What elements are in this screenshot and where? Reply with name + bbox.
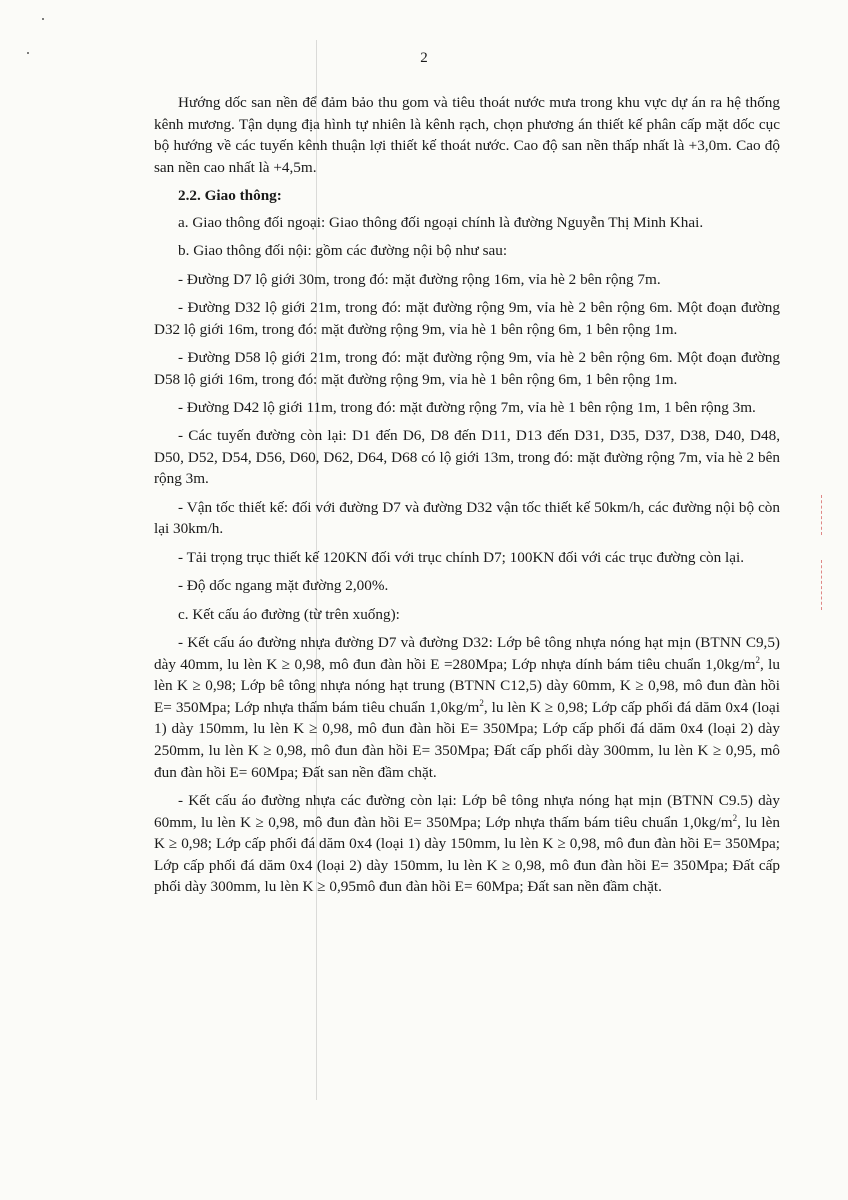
paragraph-pavement-heading: c. Kết cấu áo đường (từ trên xuống): xyxy=(178,605,400,623)
paragraph-cross-slope: - Độ dốc ngang mặt đường 2,00%. xyxy=(178,577,389,595)
stamp-edge-mark xyxy=(821,560,848,610)
paragraph-other-roads: - Các tuyến đường còn lại: D1 đến D6, D8 đến D11, D13 đến D31, D35, D37, D38, D40, D48, D50, D52, D54, D56, D60, D62, D64, D68 có lộ giới 13m, trong đó: mặt đường rộng 7m, vỉa hè 2 bên rộng 3m. xyxy=(154,427,780,488)
stamp-edge-mark xyxy=(821,495,848,535)
paragraph-pavement-d7-d32: - Kết cấu áo đường nhựa đường D7 và đường D32: Lớp bê tông nhựa nóng hạt mịn (BTNN C9,5) dày 40mm, lu lèn K ≥ 0,98, mô đun đàn hồi E =280Mpa; Lớp nhựa dính bám tiêu chuẩn $1,0kg/m^2$, lu lèn K ≥ 0,98; Lớp bê tông nhựa nóng hạt trung (BTNN C12,5) dày 60mm, K ≥ 0,98, mô đun đàn hồi E= 350Mpa; Lớp nhựa thấm bám tiêu chuẩn $1,0kg/m^2$, lu lèn K ≥ 0,98; Lớp cấp phối đá dăm 0x4 (loại 1) dày 150mm, lu lèn K ≥ 0,98, mô đun đàn hồi E= 350Mpa; Lớp cấp phối đá dăm 0x4 (loại 2) dày 250mm, lu lèn K ≥ 0,98, mô đun đàn hồi E= 350Mpa; Đất cấp phối dày 300mm, lu lèn K ≥ 0,95, mô đun đàn hồi E= 60Mpa; Đất san nền đầm chặt. xyxy=(154,634,780,781)
paragraph-drainage: Hướng dốc san nền để đảm bảo thu gom và tiêu thoát nước mưa trong khu vực dự án ra hệ thống kênh mương. Tận dụng địa hình tự nhiên là kênh rạch, chọn phương án thiết kế phân cấp mặt dốc cục bộ hướng về các tuyến kênh thuận lợi thiết kế thoát nước. Cao độ san nền thấp nhất là +3,0m. Cao độ san nền cao nhất là +4,5m. xyxy=(154,94,780,176)
paragraph-road-d58: - Đường D58 lộ giới 21m, trong đó: mặt đường rộng 9m, vỉa hè 2 bên rộng 6m. Một đoạn đường D58 lộ giới 16m, trong đó: mặt đường rộng 9m, vỉa hè 1 bên rộng 6m, 1 bên rộng 1m. xyxy=(154,348,780,388)
paragraph-road-d7: - Đường D7 lộ giới 30m, trong đó: mặt đường rộng 16m, vỉa hè 2 bên rộng 7m. xyxy=(178,270,661,288)
paragraph-road-d42: - Đường D42 lộ giới 11m, trong đó: mặt đường rộng 7m, vỉa hè 1 bên rộng 1m, 1 bên rộng 3m. xyxy=(178,398,756,416)
paragraph-axle-load: - Tải trọng trục thiết kế 120KN đối với trục chính D7; 100KN đối với các trục đường còn lại. xyxy=(178,548,745,566)
paragraph-internal-transport: b. Giao thông đối nội: gồm các đường nội bộ như sau: xyxy=(178,242,508,260)
scan-speck xyxy=(42,18,44,20)
paragraph-pavement-other: - Kết cấu áo đường nhựa các đường còn lại: Lớp bê tông nhựa nóng hạt mịn (BTNN C9.5) dày 60mm, lu lèn K ≥ 0,98, mô đun đàn hồi E= 350Mpa; Lớp nhựa thấm bám tiêu chuẩn $1,0kg/m^2$, lu lèn K ≥ 0,98; Lớp cấp phối đá dăm 0x4 (loại 1) dày 150mm, lu lèn K ≥ 0,98, mô đun đàn hồi E= 350Mpa; Lớp cấp phối đá dăm 0x4 (loại 2) dày 150mm, lu lèn K ≥ 0,98, mô đun đàn hồi E= 350Mpa; Đất cấp phối dày 300mm, lu lèn K ≥ 0,95mô đun đàn hồi E= 60Mpa; Đất san nền đầm chặt. xyxy=(154,791,780,896)
paragraph-external-transport: a. Giao thông đối ngoại: Giao thông đối ngoại chính là đường Nguyễn Thị Minh Khai. xyxy=(178,213,704,231)
paragraph-design-speed: - Vận tốc thiết kế: đối với đường D7 và đường D32 vận tốc thiết kế 50km/h, các đường nội bộ còn lại 30km/h. xyxy=(154,498,780,538)
document-body xyxy=(154,92,780,905)
page-number: 2 xyxy=(420,50,428,66)
paragraph-road-d32: - Đường D32 lộ giới 21m, trong đó: mặt đường rộng 9m, vỉa hè 2 bên rộng 6m. Một đoạn đường D32 lộ giới 16m, trong đó: mặt đường rộng 9m, vỉa hè 1 bên rộng 6m, 1 bên rộng 1m. xyxy=(154,298,780,338)
section-heading-transport: 2.2. Giao thông: xyxy=(178,187,282,205)
